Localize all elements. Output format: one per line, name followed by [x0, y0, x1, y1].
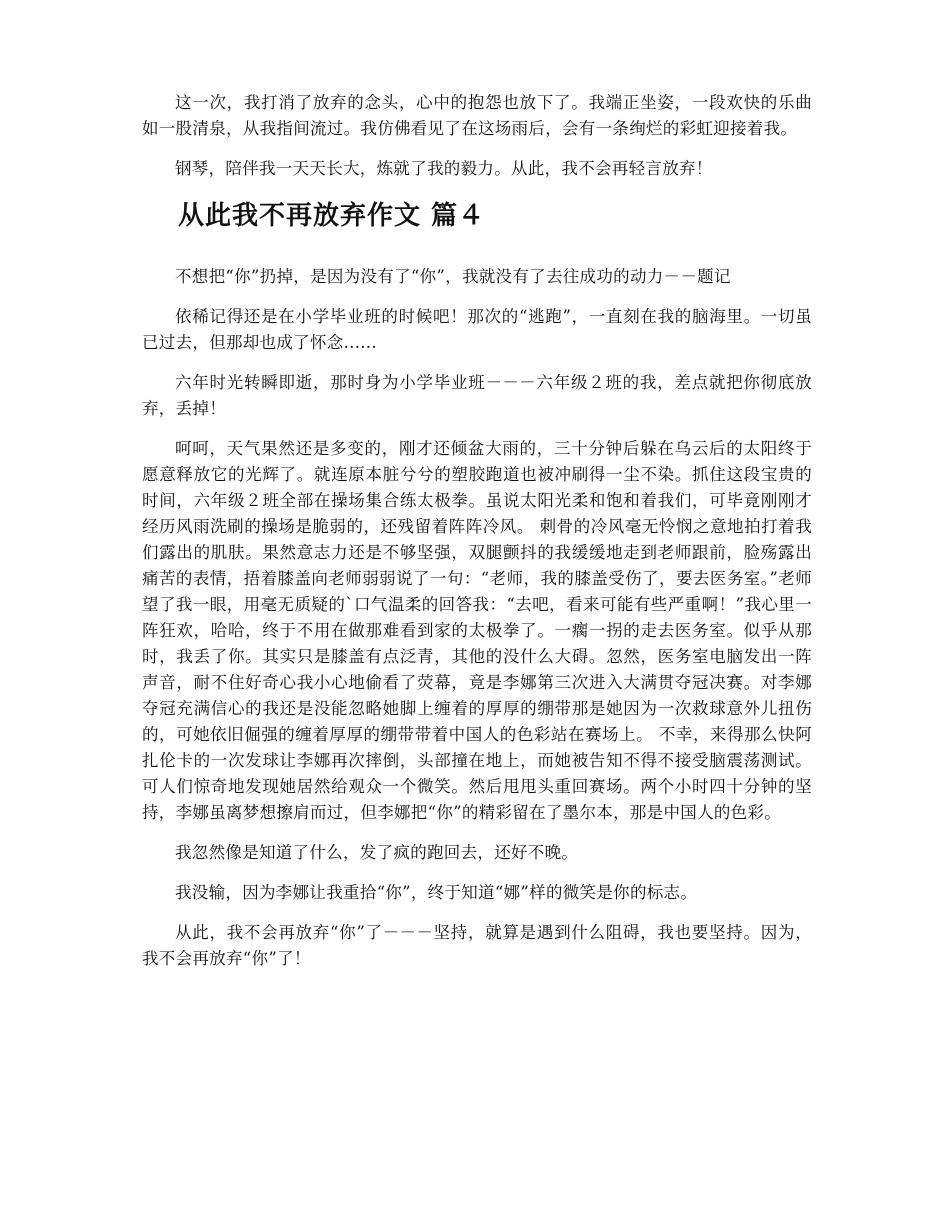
paragraph-piano-conclusion: 钢琴，陪伴我一天天长大，炼就了我的毅力。从此，我不会再轻言放弃！	[175, 159, 713, 178]
paragraph-final: 从此，我不会再放弃“你”了－－－坚持，就算是遇到什么阻碍，我也要坚持。因为，我不会再放弃“你”了！	[142, 923, 812, 968]
paragraph-story: 呵呵，天气果然还是多变的，刚才还倾盆大雨的，三十分钟后躲在乌云后的太阳终于愿意释放它的光辉了。就连原本脏兮兮的塑胶跑道也被冲刷得一尘不染。抓住这段宝贵的时间，六年级２班全部在操场集合练太极拳。虽说太阳光柔和饱和着我们，可毕竟刚刚才经历风雨洗刷的操场是脆弱的，还残留着阵阵冷风。 刺骨的冷风毫无怜悯之意地拍打着我们露出的肌肤。果然意志力还是不够坚强，双腿颤抖的我缓缓地走到老师跟前，脸殇露出痛苦的表情，捂着膝盖向老师弱弱说了一句：“老师，我的膝盖受伤了，要去医务室。”老师望了我一眼，用毫无质疑的`口气温柔的回答我：“去吧，看来可能有些严重啊！”我心里一阵狂欢，哈哈，终于不用在做那难看到家的太极拳了。一瘸一拐的走去医务室。似乎从那时，我丢了你。其实只是膝盖有点泛青，其他的没什么大碍。忽然，医务室电脑发出一阵声音，耐不住好奇心我小心地偷看了荧幕，竟是李娜第三次进入大满贯夺冠决赛。对李娜夺冠充满信心的我还是没能忽略她脚上缠着的厚厚的绷带那是她因为一次救球意外儿扭伤的，可她依旧倔强的缠着厚厚的绷带带着中国人的色彩站在赛场上。 不幸，来得那么快阿扎伦卡的一次发球让李娜再次摔倒，头部撞在地上，而她被告知不得不接受脑震荡测试。可人们惊奇地发现她居然给观众一个微笑。然后甩甩头重回赛场。两个小时四十分钟的坚持，李娜虽离梦想擦肩而过，但李娜把“你”的精彩留在了墨尔本，那是中国人的色彩。	[142, 439, 812, 822]
paragraph-epigraph: 不想把“你”扔掉，是因为没有了“你”，我就没有了去往成功的动力－－题记	[175, 267, 731, 286]
paragraph-graduation: 六年时光转瞬即逝，那时身为小学毕业班－－－六年级２班的我，差点就把你彻底放弃，丢掉！	[142, 373, 812, 418]
paragraph-piano-rainbow: 这一次，我打消了放弃的念头，心中的抱怨也放下了。我端正坐姿，一段欢快的乐曲如一股清泉，从我指间流过。我仿佛看见了在这场雨后，会有一条绚烂的彩虹迎接着我。	[142, 93, 812, 138]
document-page	[142, 90, 812, 972]
paragraph-run-back: 我忽然像是知道了什么，发了疯的跑回去，还好不晚。	[175, 843, 579, 862]
section-heading: 从此我不再放弃作文 篇４	[178, 201, 486, 231]
paragraph-smile: 我没输，因为李娜让我重拾“你”，终于知道“娜”样的微笑是你的标志。	[175, 883, 698, 902]
paragraph-memory: 依稀记得还是在小学毕业班的时候吧！那次的“逃跑”，一直刻在我的脑海里。一切虽已过去，但那却也成了怀念......	[142, 307, 812, 352]
